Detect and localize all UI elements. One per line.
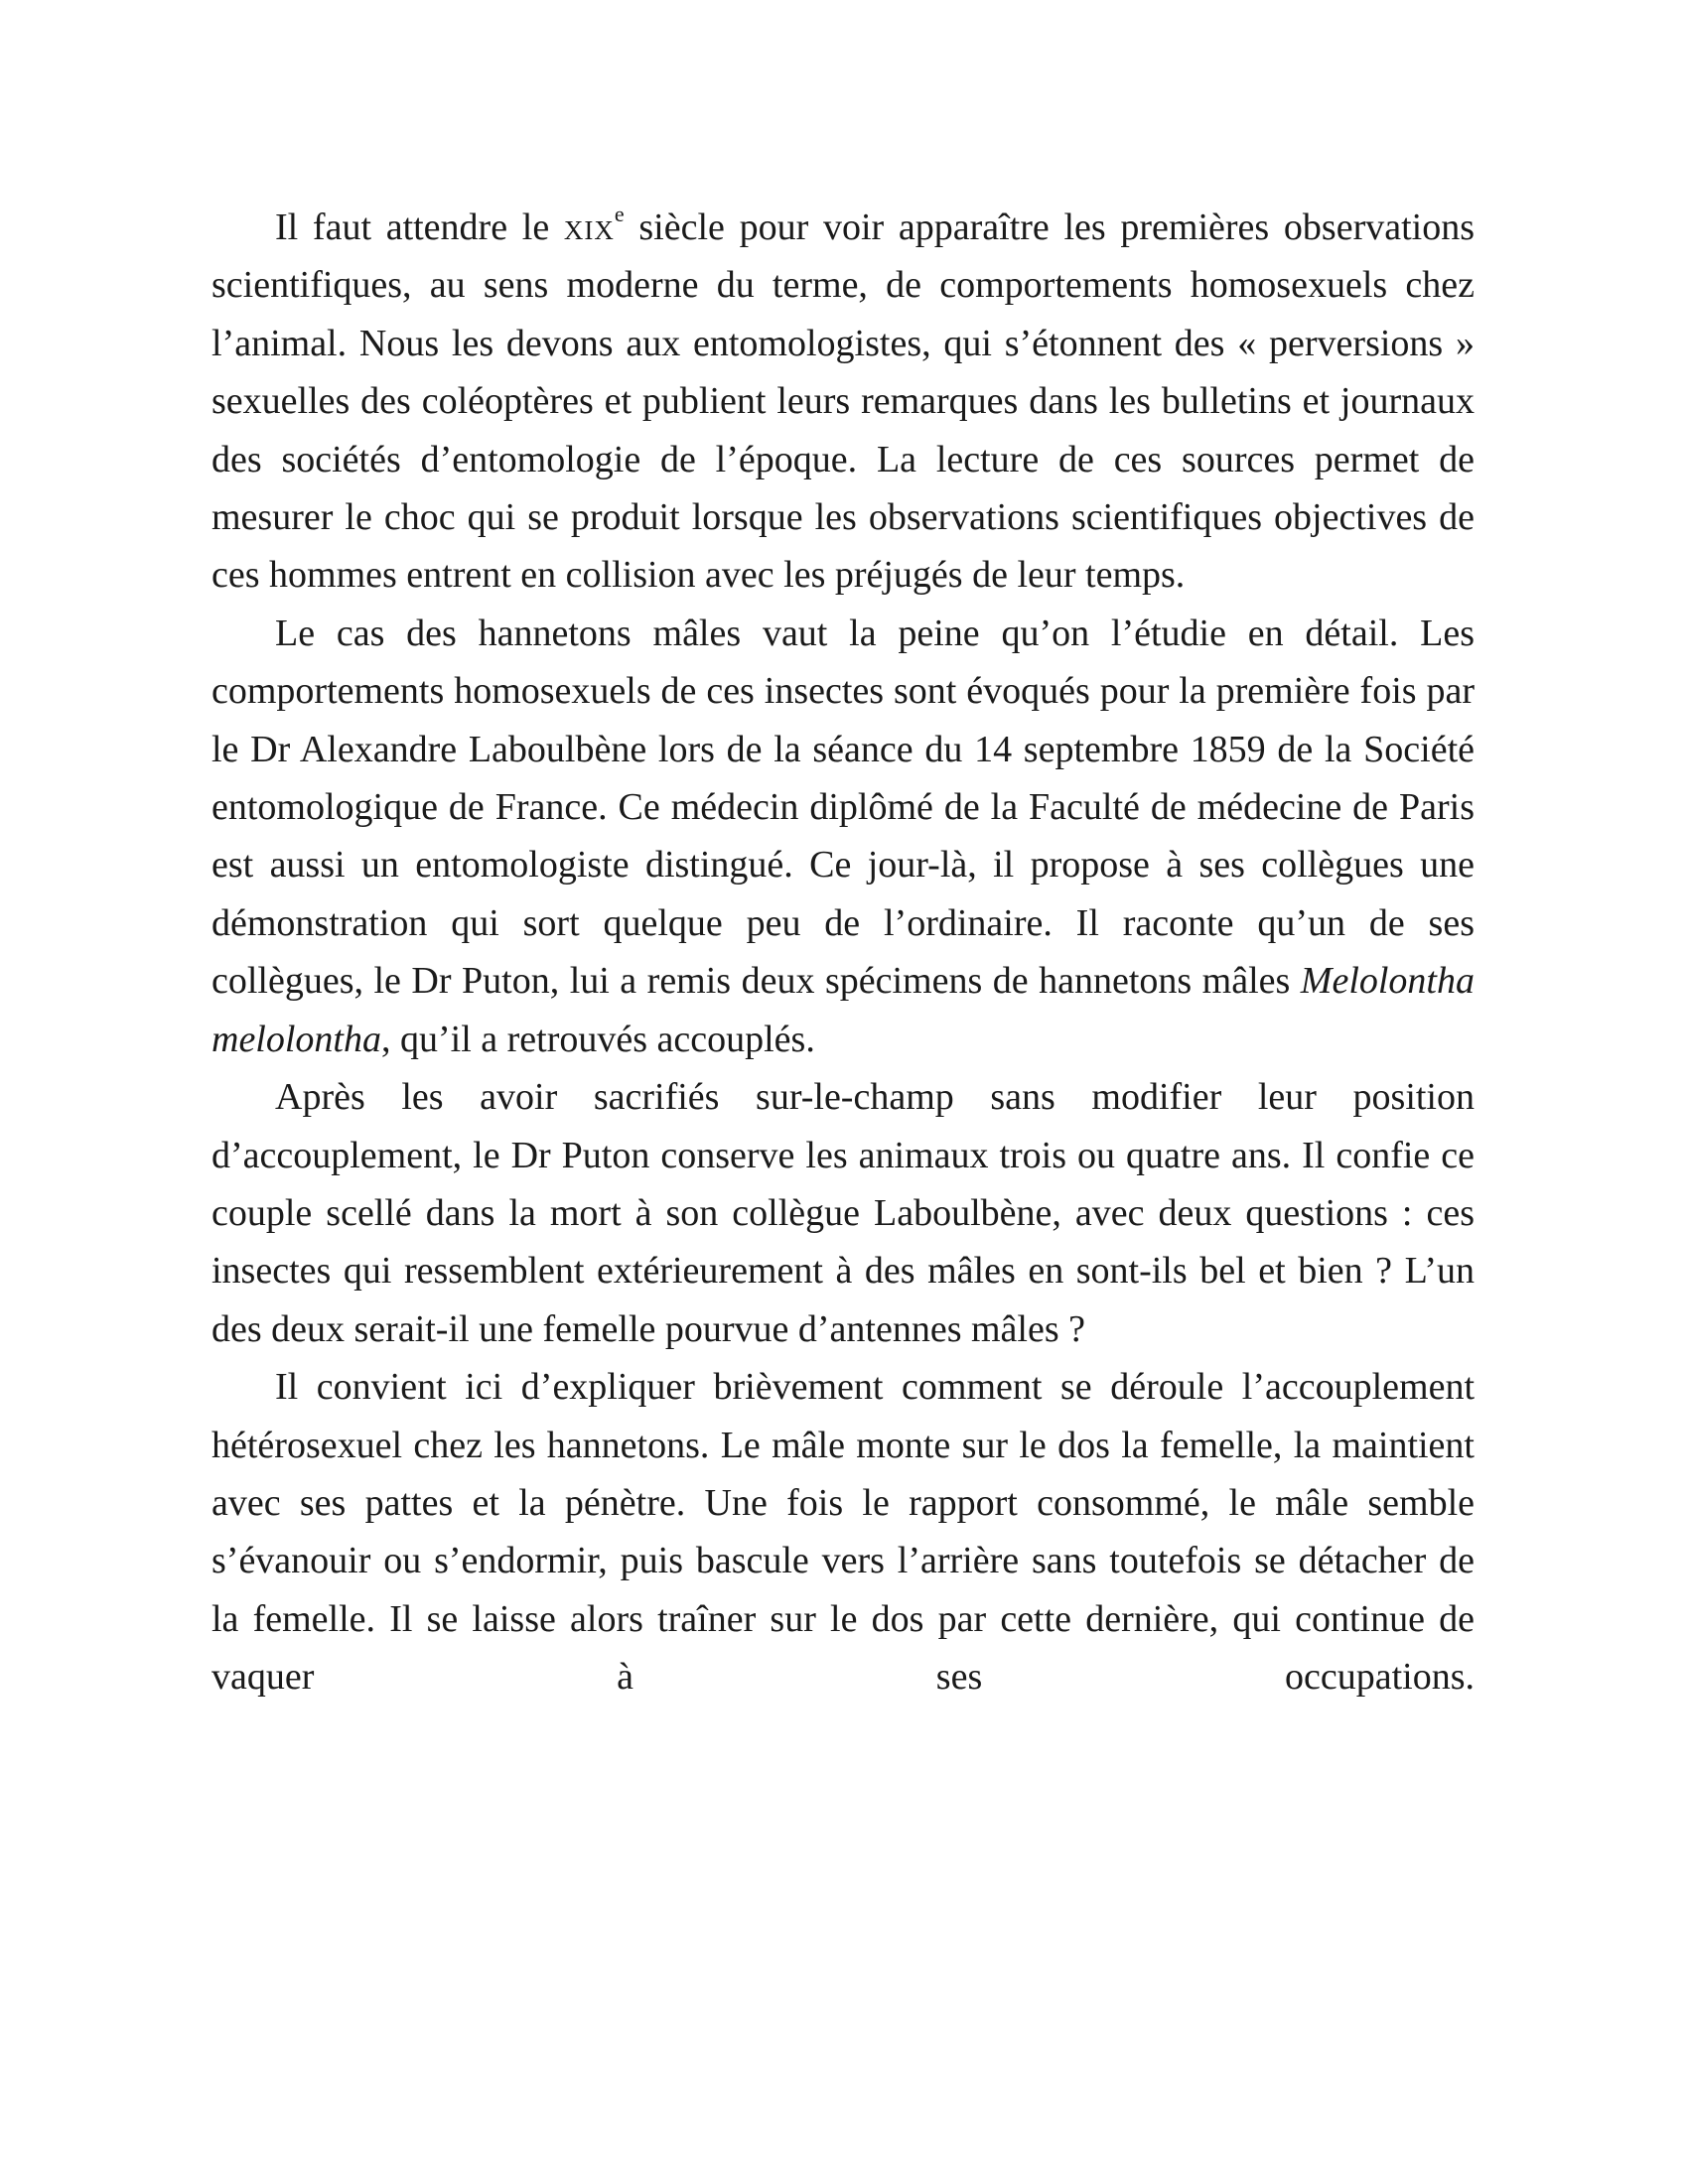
- paragraph-2-text-end: , qu’il a retrouvés accouplés.: [380, 1018, 815, 1060]
- paragraph-3: [211, 1068, 1475, 1358]
- paragraph-1-text-cont: siècle pour voir apparaître les premières observations scientifiques, au sens moderne du terme, de comportements homosexuels chez l’animal. Nous les devons aux entomologistes, qui s’étonnent des « perversions » sexuelles des coléoptères et publient leurs remarques dans les bulletins et journaux des sociétés d’entomologie de l’époque. La lecture de ces sources permet de mesurer le choc qui se produit lorsque les observations scientifiques objectives de ces hommes entrent en collision avec les préjugés de leur temps.: [211, 206, 1475, 597]
- century-superscript: e: [614, 202, 625, 226]
- paragraph-4-text: Il convient ici d’expliquer brièvement comment se déroule l’accouplement hétérosexuel chez les hannetons. Le mâle monte sur le dos la femelle, la maintient avec ses pattes et la pénètre. Une fois le rapport consommé, le mâle semble s’évanouir ou s’endormir, puis bascule vers l’arrière sans toutefois se détacher de la femelle. Il se laisse alors traîner sur le dos par cette dernière, qui continue de vaquer à ses occupations.: [211, 1366, 1475, 1699]
- paragraph-4: [211, 1358, 1475, 1706]
- paragraph-2: [211, 605, 1475, 1068]
- body-text: [211, 199, 1475, 1706]
- paragraph-1-text: Il faut attendre le: [275, 206, 564, 248]
- paragraph-2-text: Le cas des hannetons mâles vaut la peine qu’on l’étudie en détail. Les comportements homosexuels de ces insectes sont évoqués pour la première fois par le Dr Alexandre Laboulbène lors de la séance du 14 septembre 1859 de la Société entomologique de France. Ce médecin diplômé de la Faculté de médecine de Paris est aussi un entomologiste distingué. Ce jour-là, il propose à ses collègues une démonstration qui sort quelque peu de l’ordinaire. Il raconte qu’un de ses collègues, le Dr Puton, lui a remis deux spécimens de hannetons mâles: [211, 612, 1475, 1003]
- paragraph-3-text: Après les avoir sacrifiés sur-le-champ sans modifier leur position d’accouplement, le Dr Puton conserve les animaux trois ou quatre ans. Il confie ce couple scellé dans la mort à son collègue Laboulbène, avec deux questions : ces insectes qui ressemblent extérieurement à des mâles en sont-ils bel et bien ? L’un des deux serait-il une femelle pourvue d’antennes mâles ?: [211, 1076, 1475, 1350]
- species-name: Melolontha melolontha: [211, 960, 1475, 1060]
- paragraph-1: [211, 199, 1475, 605]
- century-numeral: xix: [563, 206, 615, 248]
